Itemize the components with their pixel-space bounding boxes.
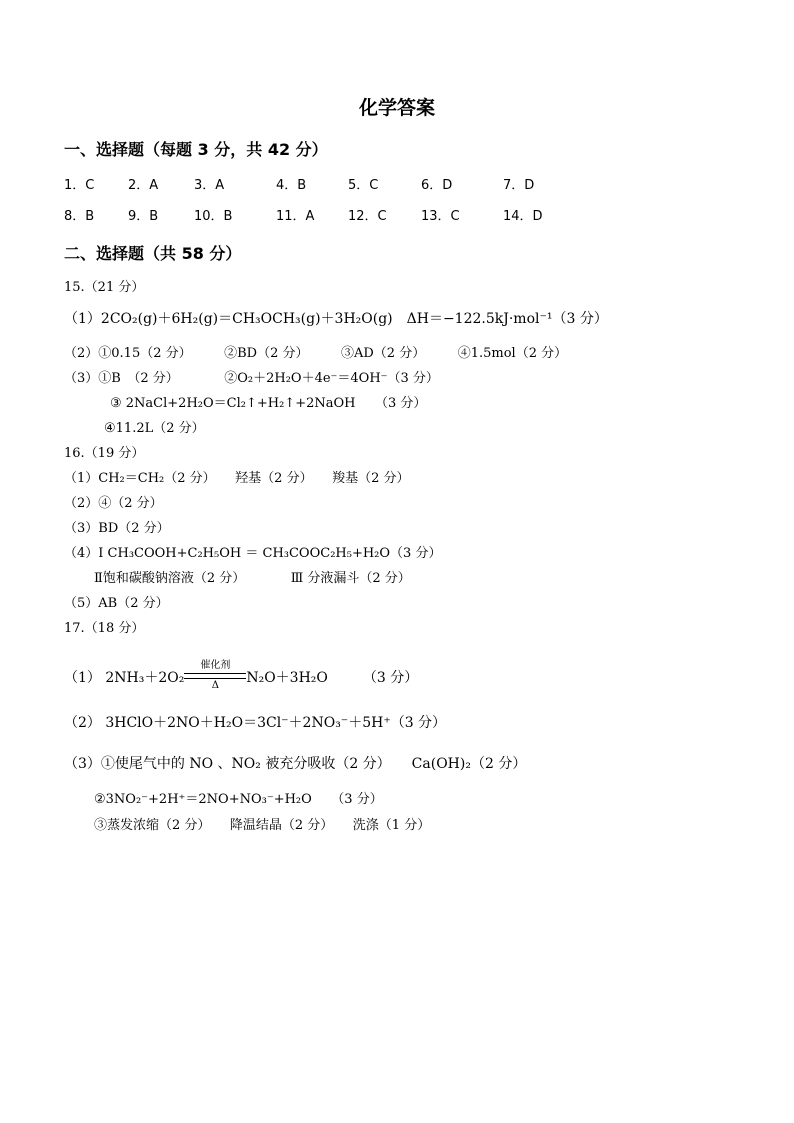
section1-heading: 一、选择题（每题 3 分，共 42 分） <box>64 140 328 159</box>
q16-header: 16.（19 分） <box>64 446 145 461</box>
mc-answer: 1．C <box>64 178 95 193</box>
mc-answer: 3．A <box>194 178 225 193</box>
mc-answer: 4．B <box>276 178 307 193</box>
catalyst-arrow <box>184 660 246 692</box>
mc-answer: 11．A <box>276 209 315 224</box>
mc-answer: 12．C <box>348 209 387 224</box>
page-title: 化学答案 <box>358 97 435 119</box>
q15-part3c: ④11.2L（2 分） <box>104 421 205 436</box>
mc-answer: 13．C <box>421 209 460 224</box>
q16-part4b: Ⅱ饱和碳酸钠溶液（2 分） Ⅲ 分液漏斗（2 分） <box>94 571 411 586</box>
q15-header: 15.（21 分） <box>64 280 145 295</box>
q16-part4a: （4）I CH₃COOH+C₂H₅OH ＝ CH₃COOC₂H₅+H₂O（3 分） <box>64 546 442 561</box>
q17-part1-products: N₂O＋3H₂O （3 分） <box>246 670 419 686</box>
mc-answer: 5．C <box>348 178 379 193</box>
mc-answer: 2．A <box>128 178 159 193</box>
q16-part5: （5）AB（2 分） <box>64 596 169 611</box>
mc-answer: 6．D <box>421 178 453 193</box>
q17-part3b: ②3NO₂⁻+2H⁺＝2NO+NO₃⁻+H₂O （3 分） <box>94 792 383 807</box>
mc-answer: 10．B <box>194 209 233 224</box>
q17-header: 17.（18 分） <box>64 621 145 636</box>
q17-part2: （2） 3HClO＋2NO＋H₂O＝3Cl⁻＋2NO₃⁻＋5H⁺（3 分） <box>64 715 447 731</box>
mc-answer: 14．D <box>503 209 543 224</box>
q16-part1: （1）CH₂＝CH₂（2 分） 羟基（2 分） 羧基（2 分） <box>64 471 410 486</box>
q16-part3: （3）BD（2 分） <box>64 521 170 536</box>
q15-part1: （1）2CO₂(g)＋6H₂(g)＝CH₃OCH₃(g)＋3H₂O(g) ΔH＝−122.5kJ·mol⁻¹（3 分） <box>64 311 608 327</box>
q15-part3a: （3）①B （2 分） ②O₂＋2H₂O＋4e⁻＝4OH⁻（3 分） <box>64 371 439 386</box>
q15-part2: （2）①0.15（2 分） ②BD（2 分） ③AD（2 分） ④1.5mol（2 分） <box>64 346 568 361</box>
q17-part3a: （3）①使尾气中的 NO 、NO₂ 被充分吸收（2 分） Ca(OH)₂（2 分） <box>64 756 527 772</box>
q16-part2: （2）④（2 分） <box>64 496 163 511</box>
mc-answer: 7．D <box>503 178 535 193</box>
q17-part1-reactants: （1） 2NH₃＋2O₂ <box>64 670 185 686</box>
equals-bars <box>184 673 246 679</box>
mc-answer: 9．B <box>128 209 159 224</box>
q17-part3c: ③蒸发浓缩（2 分） 降温结晶（2 分） 洗涤（1 分） <box>94 818 431 833</box>
heat-label: Δ <box>211 680 219 691</box>
q17-part1 <box>64 662 418 694</box>
catalyst-label: 催化剂 <box>200 660 231 671</box>
q15-part3b: ③ 2NaCl+2H₂O＝Cl₂↑+H₂↑+2NaOH （3 分） <box>110 396 427 411</box>
section2-heading: 二、选择题（共 58 分） <box>64 244 242 263</box>
mc-answer: 8．B <box>64 209 95 224</box>
